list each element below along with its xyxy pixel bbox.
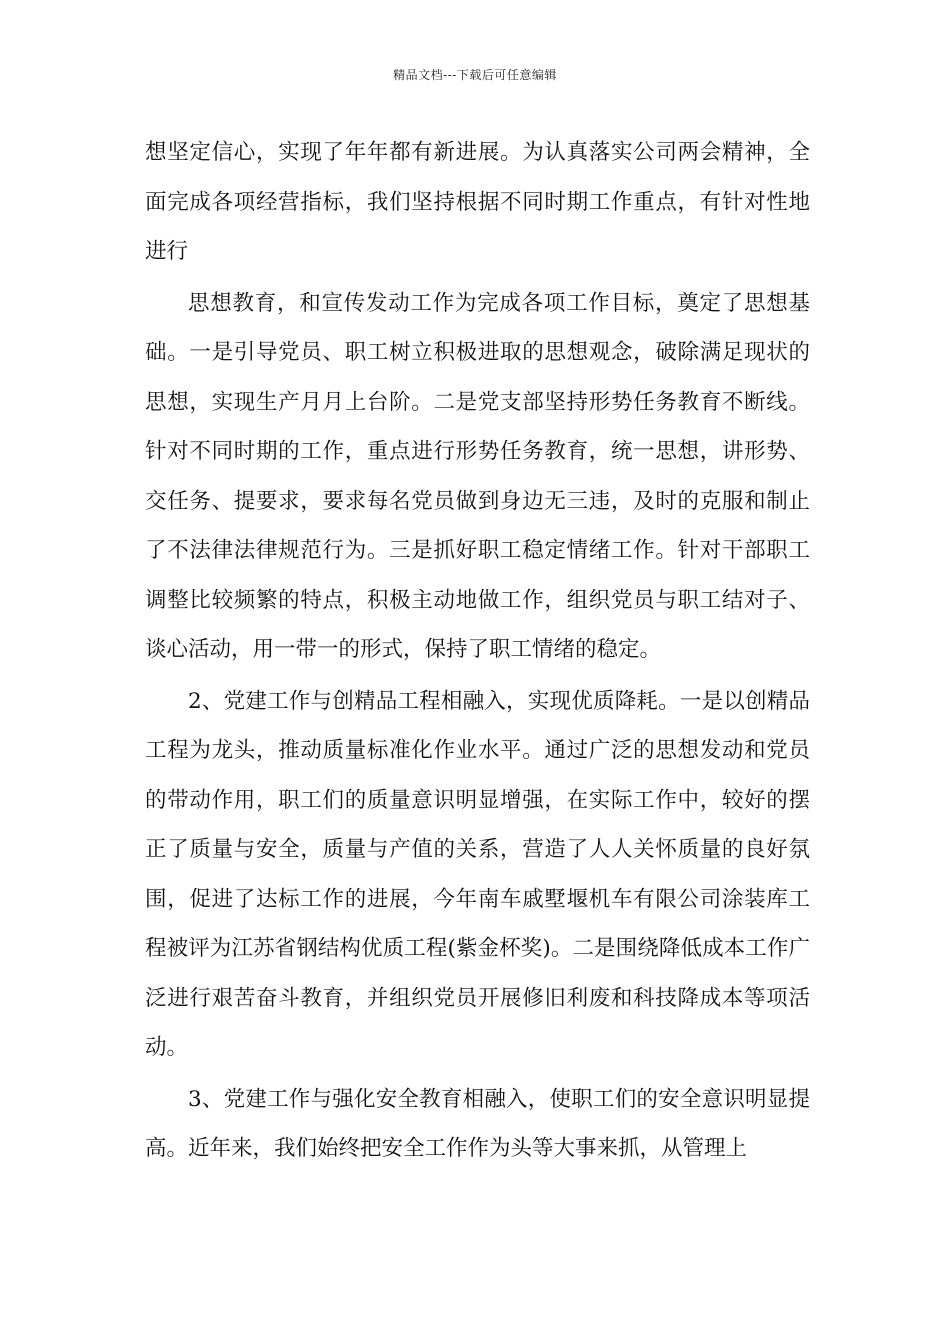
paragraph-1: 想坚定信心，实现了年年都有新进展。为认真落实公司两会精神，全面完成各项经营指标，我们坚持根据不同时期工作重点，有针对性地进行 xyxy=(145,140,810,264)
paragraph-4: 3、党建工作与强化安全教育相融入，使职工们的安全意识明显提高。近年来，我们始终把安全工作作为头等大事来抓，从管理上 xyxy=(145,1086,810,1161)
page-header: 精品文档---下载后可任意编辑 xyxy=(393,68,557,82)
document-body xyxy=(145,128,810,1176)
paragraph-3: 2、党建工作与创精品工程相融入，实现优质降耗。一是以创精品工程为龙头，推动质量标准化作业水平。通过广泛的思想发动和党员的带动作用，职工们的质量意识明显增强，在实际工作中，较好的摆正了质量与安全，质量与产值的关系，营造了人人关怀质量的良好氛围，促进了达标工作的进展，今年南车戚墅堰机车有限公司涂装库工程被评为江苏省钢结构优质工程(紫金杯奖)。二是围绕降低成本工作广泛进行艰苦奋斗教育，并组织党员开展修旧利废和科技降成本等项活动。 xyxy=(145,688,810,1060)
paragraph-2: 思想教育，和宣传发动工作为完成各项工作目标，奠定了思想基础。一是引导党员、职工树立积极进取的思想观念，破除满足现状的思想，实现生产月月上台阶。二是党支部坚持形势任务教育不断线。针对不同时期的工作，重点进行形势任务教育，统一思想，讲形势、交任务、提要求，要求每名党员做到身边无三违，及时的克服和制止了不法律法律规范行为。三是抓好职工稳定情绪工作。针对干部职工调整比较频繁的特点，积极主动地做工作，组织党员与职工结对子、谈心活动，用一带一的形式，保持了职工情绪的稳定。 xyxy=(145,290,810,662)
